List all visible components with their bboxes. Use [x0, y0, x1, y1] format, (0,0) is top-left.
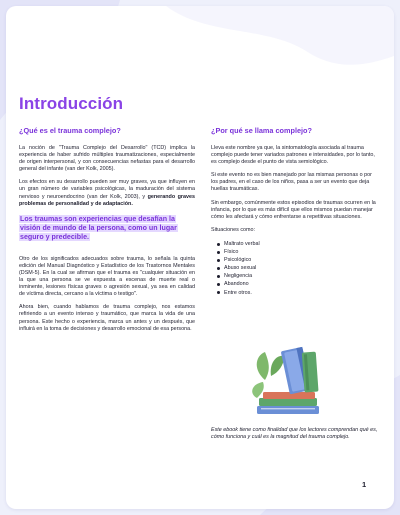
paragraph-dsm5: Otro de los significados adecuados sobre trauma, lo señala la quinta edición del Manual Diagnóstico y Estadístico de los Trastornos Mentales (DSM-5). En la cual se afirman que el trauma es "cualquier situación en la que una persona se ve expuesta a escenas de muerte real o inminente, lesiones físicas graves o agresión sexual, ya sea en calidad de víctima directa, cercano a la víctima o testigo".: [19, 255, 195, 298]
books-plant-illustration: [251, 340, 331, 416]
paragraph-complex-trauma: Ahora bien, cuando hablamos de trauma complejo, nos estamos refiriendo a un evento intenso y traumático, que marca la vida de una persona. Este hecho o experiencia, marca un antes y un después, que influirá en la toma de decisiones y desarrollo emocional de esa persona.: [19, 304, 195, 332]
list-item: Maltrato verbal: [217, 240, 377, 248]
right-column: [211, 126, 377, 297]
situations-list: [217, 240, 377, 297]
page-title: Introducción: [19, 94, 124, 113]
list-item: Negligencia: [217, 272, 377, 280]
paragraph-handling: Si este evento no es bien manejado por las mismas personas o por los padres, en el caso de los niños, pasa a ser un evento que deja huellas traumáticas.: [211, 172, 372, 193]
left-column: [19, 126, 195, 339]
paragraph-childhood: Sin embargo, comúnmente estos episodios de traumas ocurren en la infancia, por lo que es más difícil que ellos mismos puedan manejar cómo les afectará y cómo enfrentarse a repetitivas situaciones.: [211, 199, 376, 220]
section-heading-what-is: ¿Qué es el trauma complejo?: [19, 126, 121, 135]
paragraph-name-reason: Lleva este nombre ya que, la sintomatología asociada al trauma complejo puede tener variados patrones e intensidades, por lo tanto, es complejo desde el punto de vista semiológico.: [211, 145, 375, 166]
paragraph-effects-text: Los efectos en su desarrollo pueden ser muy graves, ya que influyen en un gran número de variables psicológicas, la maduración del sistema nervioso y neuroendocrino (van der Kolk, 2003), y: [19, 179, 195, 200]
paragraph-definition: La noción de "Trauma Complejo del Desarrollo" (TCD) implica la experiencia de haber sufrido múltiples traumatizaciones, especialmente de origen interpersonal, y con consecuencias nefastas para el desarrollo general del infante (van der Kolk, 2005).: [19, 145, 195, 173]
list-item: Psicológico: [217, 256, 377, 264]
paragraph-effects-bold: generando graves problemas de personalidad y de adaptación.: [19, 193, 195, 207]
highlight-quote: [19, 215, 195, 242]
page-number: 1: [362, 480, 367, 489]
section-heading-why-complex: ¿Por qué se llama complejo?: [211, 126, 312, 135]
paragraph-effects: [19, 179, 195, 207]
list-heading: Situaciones como:: [211, 226, 256, 233]
list-item: Físico: [217, 248, 377, 256]
closing-statement: Este ebook tiene como finalidad que los lectores comprendan qué es, cómo funciona y cuál es la magnitud del trauma complejo.: [211, 427, 378, 441]
list-item: Abandono: [217, 280, 377, 288]
highlight-quote-text: Los traumas son experiencias que desafían la visión de mundo de la persona, como un lugar seguro y predecible.: [20, 214, 177, 241]
list-item: Abuso sexual: [217, 264, 377, 272]
list-item: Entre otros.: [217, 289, 377, 297]
